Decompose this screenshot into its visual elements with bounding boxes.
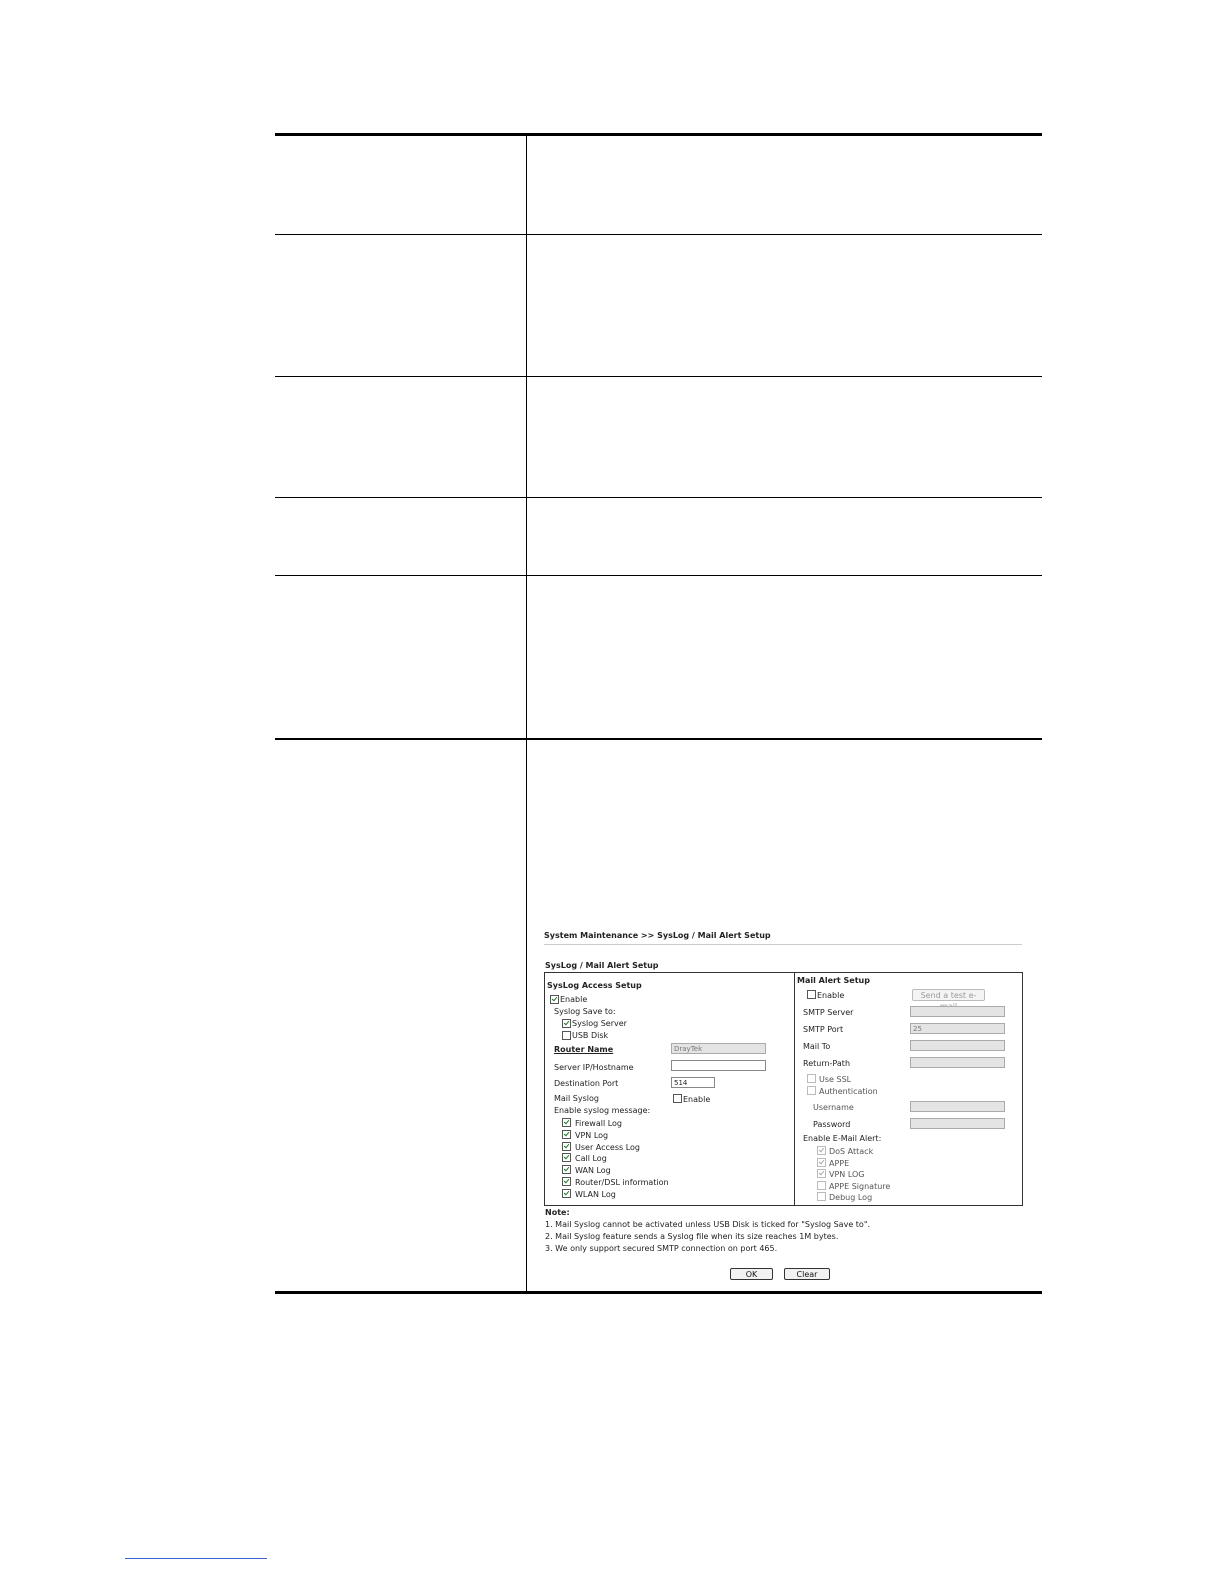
user-access-log-checkbox[interactable]: [562, 1142, 571, 1151]
debug-log-label: Debug Log: [829, 1193, 873, 1202]
save-to-label: Syslog Save to:: [554, 1007, 616, 1016]
dest-port-input[interactable]: 514: [671, 1077, 715, 1088]
row-divider: [275, 376, 1042, 377]
mail-to-input[interactable]: [910, 1040, 1005, 1051]
mail-enable-label: Enable: [817, 991, 845, 1000]
appe-label: APPE: [829, 1159, 850, 1168]
user-access-log-label: User Access Log: [575, 1143, 640, 1152]
row-divider: [275, 234, 1042, 235]
firewall-log-checkbox[interactable]: [562, 1118, 571, 1127]
mail-enable-checkbox[interactable]: [807, 990, 816, 999]
row-divider: [275, 575, 1042, 576]
syslog-enable-checkbox[interactable]: [550, 995, 559, 1004]
wan-log-checkbox[interactable]: [562, 1165, 571, 1174]
syslog-server-checkbox[interactable]: [562, 1019, 571, 1028]
ok-button[interactable]: OK: [730, 1268, 773, 1280]
mail-to-label: Mail To: [803, 1042, 831, 1051]
row-divider: [275, 738, 1042, 740]
section-title: SysLog / Mail Alert Setup: [545, 961, 659, 970]
mail-syslog-checkbox[interactable]: [673, 1094, 682, 1103]
enable-msg-label: Enable syslog message:: [554, 1106, 651, 1115]
router-name-label: Router Name: [554, 1045, 614, 1054]
footer-link-underline: [125, 1558, 267, 1559]
router-name-input[interactable]: DrayTek: [671, 1043, 766, 1054]
username-input[interactable]: [910, 1101, 1005, 1112]
note-item: 3. We only support secured SMTP connection on port 465.: [545, 1244, 778, 1253]
breadcrumb: System Maintenance >> SysLog / Mail Alert Setup: [544, 931, 771, 940]
row-divider: [275, 497, 1042, 498]
use-ssl-label: Use SSL: [819, 1075, 852, 1084]
return-path-input[interactable]: [910, 1057, 1005, 1068]
send-test-email-button[interactable]: Send a test e-: [912, 989, 985, 1001]
dos-attack-checkbox[interactable]: [817, 1146, 826, 1155]
dos-attack-label: DoS Attack: [829, 1147, 874, 1156]
password-input[interactable]: [910, 1118, 1005, 1129]
note-item: 2. Mail Syslog feature sends a Syslog file when its size reaches 1M bytes.: [545, 1232, 839, 1241]
mail-alert-panel: [794, 972, 1023, 1206]
mail-syslog-enable-label: Enable: [683, 1095, 711, 1104]
call-log-label: Call Log: [575, 1154, 607, 1163]
note-title: Note:: [545, 1208, 570, 1217]
syslog-enable-label: Enable: [560, 995, 588, 1004]
smtp-server-input[interactable]: [910, 1006, 1005, 1017]
table-bottom-rule: [275, 1291, 1042, 1294]
vpn-log-checkbox[interactable]: [562, 1130, 571, 1139]
wlan-log-checkbox[interactable]: [562, 1189, 571, 1198]
vpn-log-alert-checkbox[interactable]: [817, 1169, 826, 1178]
vpn-log-alert-label: VPN LOG: [829, 1170, 865, 1179]
dest-port-label: Destination Port: [554, 1079, 619, 1088]
debug-log-checkbox[interactable]: [817, 1192, 826, 1201]
router-dsl-info-label: Router/DSL information: [575, 1178, 669, 1187]
smtp-port-label: SMTP Port: [803, 1025, 844, 1034]
clear-button[interactable]: Clear: [784, 1268, 830, 1280]
authentication-label: Authentication: [819, 1087, 878, 1096]
smtp-port-input[interactable]: 25: [910, 1023, 1005, 1034]
column-divider: [526, 136, 527, 1293]
enable-email-alert-label: Enable E-Mail Alert:: [803, 1134, 882, 1143]
username-label: Username: [813, 1103, 854, 1112]
usb-disk-label: USB Disk: [572, 1031, 609, 1040]
mail-syslog-label: Mail Syslog: [554, 1094, 599, 1103]
wan-log-label: WAN Log: [575, 1166, 611, 1175]
server-ip-label: Server IP/Hostname: [554, 1063, 634, 1072]
note-item: 1. Mail Syslog cannot be activated unless USB Disk is ticked for "Syslog Save to".: [545, 1220, 871, 1229]
return-path-label: Return-Path: [803, 1059, 851, 1068]
authentication-checkbox[interactable]: [807, 1086, 816, 1095]
syslog-heading: SysLog Access Setup: [547, 981, 642, 990]
appe-checkbox[interactable]: [817, 1158, 826, 1167]
use-ssl-checkbox[interactable]: [807, 1074, 816, 1083]
router-dsl-info-checkbox[interactable]: [562, 1177, 571, 1186]
breadcrumb-divider: [544, 944, 1022, 945]
firewall-log-label: Firewall Log: [575, 1119, 622, 1128]
smtp-server-label: SMTP Server: [803, 1008, 854, 1017]
syslog-access-panel: [544, 972, 796, 1206]
table-top-rule: [275, 133, 1042, 136]
wlan-log-label: WLAN Log: [575, 1190, 616, 1199]
password-label: Password: [813, 1120, 851, 1129]
syslog-server-label: Syslog Server: [572, 1019, 627, 1028]
usb-disk-checkbox[interactable]: [562, 1031, 571, 1040]
call-log-checkbox[interactable]: [562, 1153, 571, 1162]
appe-signature-checkbox[interactable]: [817, 1181, 826, 1190]
server-ip-input[interactable]: [671, 1060, 766, 1071]
appe-signature-label: APPE Signature: [829, 1182, 891, 1191]
syslog-mail-alert-screenshot: [540, 925, 1030, 1287]
vpn-log-label: VPN Log: [575, 1131, 609, 1140]
mail-alert-heading: Mail Alert Setup: [797, 976, 870, 985]
